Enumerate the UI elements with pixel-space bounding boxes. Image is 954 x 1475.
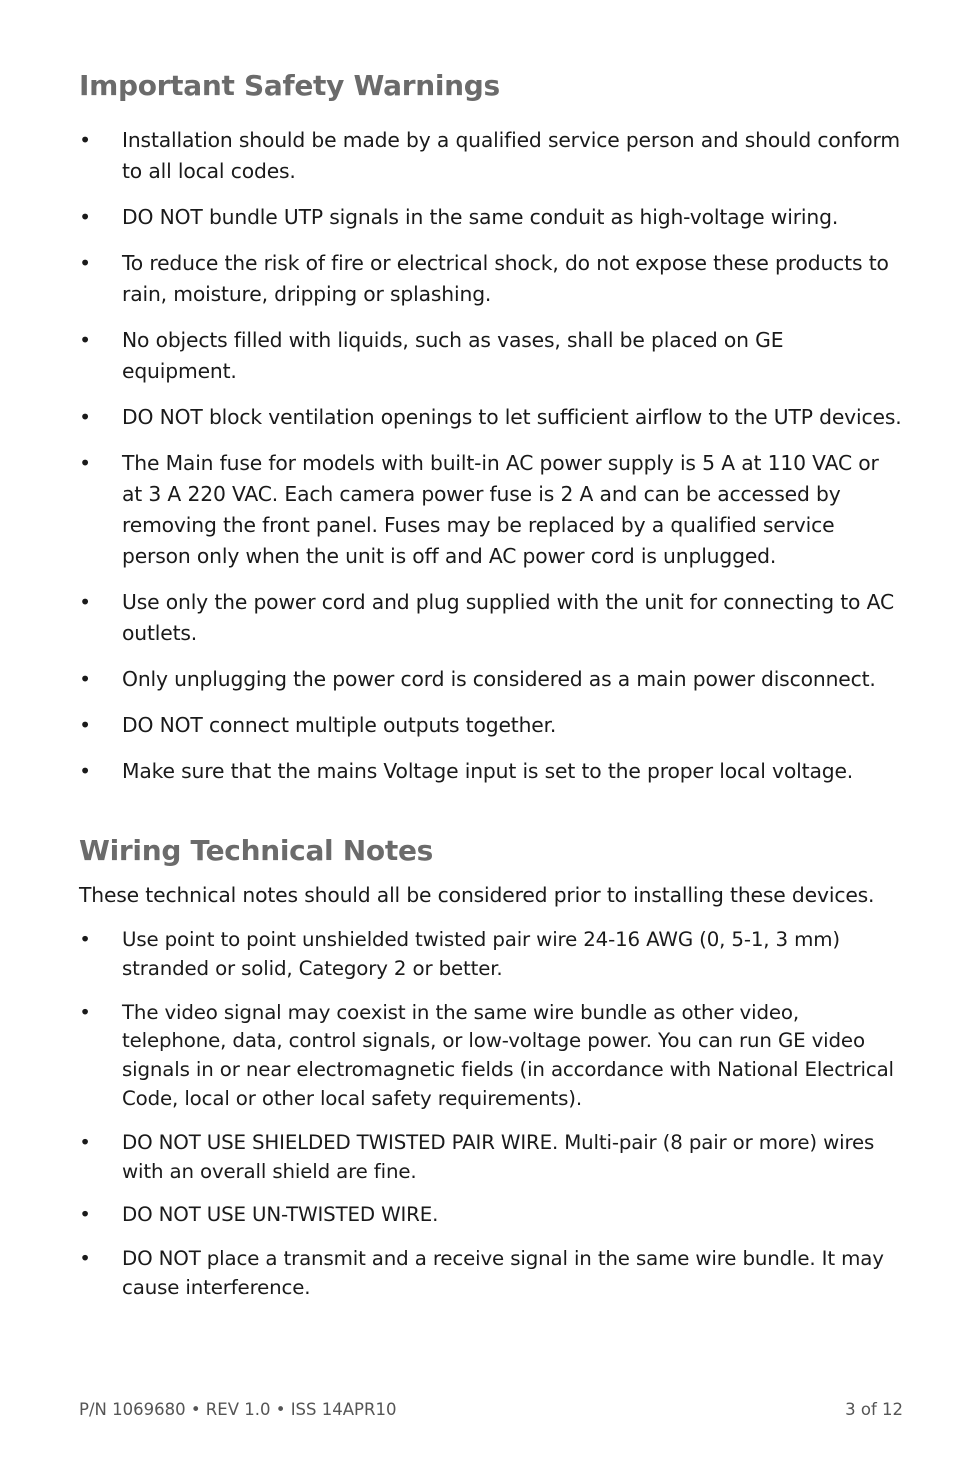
safety-warnings-section — [79, 62, 903, 787]
list-item — [79, 999, 903, 1114]
list-item-text: Installation should be made by a qualified service person and should conform to all local codes. — [122, 128, 900, 183]
bullet-icon: • — [79, 759, 91, 783]
list-item — [79, 1129, 903, 1187]
bullet-icon: • — [79, 128, 91, 152]
list-item-text: Use point to point unshielded twisted pair wire 24-16 AWG (0, 5-1, 3 mm) stranded or solid, Category 2 or better. — [122, 928, 840, 980]
bullet-icon: • — [79, 1130, 91, 1154]
list-item-text: DO NOT bundle UTP signals in the same conduit as high-voltage wiring. — [122, 205, 839, 229]
bullet-icon: • — [79, 667, 91, 691]
list-item — [79, 125, 903, 187]
section-intro: These technical notes should all be considered prior to installing these devices. — [79, 883, 875, 907]
list-item — [79, 756, 903, 787]
page-footer — [79, 1398, 903, 1422]
list-item — [79, 202, 903, 233]
section-heading: Wiring Technical Notes — [79, 834, 433, 867]
document-page — [79, 62, 903, 1303]
wiring-notes-section — [79, 827, 903, 1303]
wiring-notes-list — [79, 926, 903, 1303]
list-item-text: To reduce the risk of fire or electrical shock, do not expose these products to rain, moisture, dripping or splashing. — [122, 251, 889, 306]
list-item — [79, 587, 903, 649]
list-item-text: DO NOT connect multiple outputs together. — [122, 713, 557, 737]
list-item — [79, 1201, 903, 1230]
list-item-text: DO NOT place a transmit and a receive signal in the same wire bundle. It may cause interference. — [122, 1247, 884, 1299]
bullet-icon: • — [79, 451, 91, 475]
list-item — [79, 325, 903, 387]
bullet-icon: • — [79, 328, 91, 352]
bullet-icon: • — [79, 1247, 91, 1271]
list-item — [79, 1245, 903, 1303]
list-item-text: Only unplugging the power cord is considered as a main power disconnect. — [122, 667, 876, 691]
bullet-icon: • — [79, 405, 91, 429]
bullet-icon: • — [79, 1000, 91, 1024]
page-number: 3 of 12 — [845, 1400, 903, 1419]
part-number-revision: P/N 1069680 • REV 1.0 • ISS 14APR10 — [79, 1400, 397, 1419]
list-item-text: DO NOT block ventilation openings to let sufficient airflow to the UTP devices. — [122, 405, 902, 429]
safety-warnings-list — [79, 125, 903, 787]
bullet-icon: • — [79, 713, 91, 737]
list-item — [79, 926, 903, 984]
list-item-text: Use only the power cord and plug supplied with the unit for connecting to AC outlets. — [122, 590, 894, 645]
list-item-text: DO NOT USE SHIELDED TWISTED PAIR WIRE. Multi-pair (8 pair or more) wires with an overall shield are fine. — [122, 1130, 875, 1183]
list-item — [79, 448, 903, 572]
list-item — [79, 664, 903, 695]
bullet-icon: • — [79, 251, 91, 275]
list-item-text: No objects filled with liquids, such as vases, shall be placed on GE equipment. — [122, 328, 784, 383]
bullet-icon: • — [79, 205, 91, 229]
list-item-text: DO NOT USE UN-TWISTED WIRE. — [122, 1203, 439, 1227]
section-heading: Important Safety Warnings — [79, 69, 500, 102]
list-item-text: Make sure that the mains Voltage input is set to the proper local voltage. — [122, 759, 854, 783]
list-item — [79, 710, 903, 741]
bullet-icon: • — [79, 928, 91, 951]
bullet-icon: • — [79, 1203, 91, 1227]
list-item — [79, 402, 903, 433]
list-item-text: The Main fuse for models with built-in AC power supply is 5 A at 110 VAC or at 3 A 220 VAC. Each camera power fuse is 2 A and can be accessed by removing the front panel. Fuses may be replaced by a qualified service person only when the unit is off and AC power cord is unplugged. — [122, 451, 879, 568]
list-item — [79, 248, 903, 310]
list-item-text: The video signal may coexist in the same wire bundle as other video, telephone, data, control signals, or low-voltage power. You can run GE video signals in or near electromagnetic fields (in accordance with National Electrical Code, local or other local safety requirements). — [122, 1000, 894, 1110]
bullet-icon: • — [79, 590, 91, 614]
